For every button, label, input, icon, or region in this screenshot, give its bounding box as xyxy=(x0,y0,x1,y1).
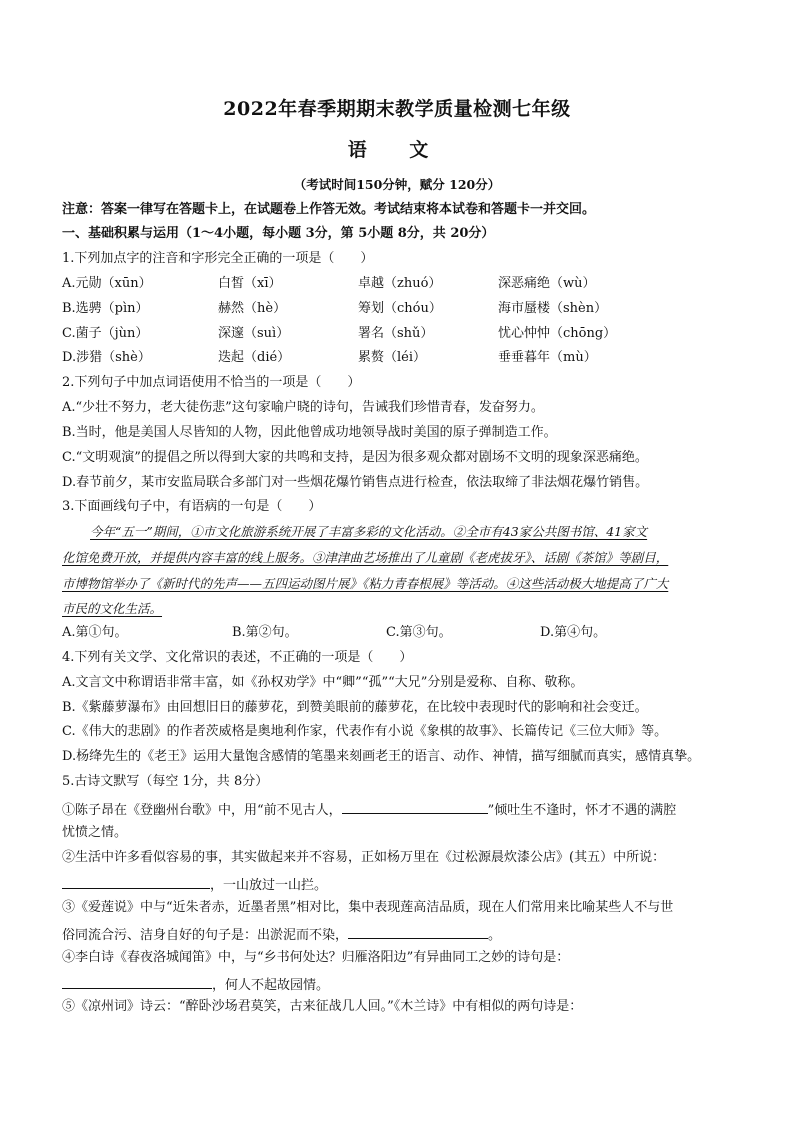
q3-passage-line-1: 今年“五一”期间，①市文化旅游系统开展了丰富多彩的文化活动。②全市有43家公共图书馆、41家文 xyxy=(90,524,648,539)
q5-item-1-text-b: ”倾吐生不逢时，怀才不遇的满腔 xyxy=(487,803,677,818)
q1-a-3: 卓越（zhuó） xyxy=(358,276,442,291)
q4-option-c: C.《伟大的悲剧》的作者茨威格是奥地利作家，代表作有小说《象棋的故事》、长篇传记《三位大师》等。 xyxy=(62,724,668,739)
q1-a-1: A.元勋（xūn） xyxy=(62,276,152,291)
q2-option-b: B.当时，他是美国人尽皆知的人物，因此他曾成功地领导战时美国的原子弹制造工作。 xyxy=(62,425,557,440)
q5-item-4: ④李白诗《春夜洛城闻笛》中，与“乡书何处达？归雁洛阳边”有异曲同工之妙的诗句是： xyxy=(62,950,570,965)
q5-item-2-cont xyxy=(62,874,327,895)
q2-option-c: C.“文明观演”的提倡之所以得到大家的共鸣和支持，是因为很多观众都对剧场不文明的现象深恶痛绝。 xyxy=(62,450,648,465)
q2-stem: 2.下列句子中加点词语使用不恰当的一项是（ ） xyxy=(62,375,361,390)
q5-item-3-cont xyxy=(62,924,501,945)
answer-blank[interactable] xyxy=(62,974,212,989)
q1-d-3: 累赘（léi） xyxy=(358,350,427,365)
notice: 注意：答案一律写在答题卡上，在试题卷上作答无效。考试结束将本试卷和答题卡一并交回。 xyxy=(62,202,596,217)
q5-item-1-cont: 忧愤之情。 xyxy=(62,825,128,840)
subject-title: 语 文 xyxy=(347,139,447,161)
q5-item-4-text-b: ，何人不起故园情。 xyxy=(212,978,330,993)
exam-info: （考试时间150分钟，赋分 120分） xyxy=(293,177,501,192)
q3-passage-line-2: 化馆免费开放，并提供内容丰富的线上服务。③津津曲艺场推出了儿童剧《老虎拔牙》、话剧《茶馆》等剧目， xyxy=(62,550,669,565)
q4-option-d: D.杨绛先生的《老王》运用大量饱含感情的笔墨来刻画老王的语言、动作、神情，描写细腻而真实，感情真挚。 xyxy=(62,749,701,764)
q1-stem: 1.下列加点字的注音和字形完全正确的一项是（ ） xyxy=(62,251,374,266)
q1-d-4: 垂垂暮年（mù） xyxy=(498,350,597,365)
q5-item-3-text-c: 。 xyxy=(488,928,502,943)
q3-stem: 3.下面画线句子中，有语病的一句是（ ） xyxy=(62,499,322,514)
q3-passage-line-4: 市民的文化生活。 xyxy=(62,601,163,616)
q1-b-3: 筹划（chóu） xyxy=(358,301,442,316)
q5-item-2: ②生活中许多看似容易的事，其实做起来并不容易，正如杨万里在《过松源晨炊漆公店》(其五）中所说： xyxy=(62,850,666,865)
q3-option-a: A.第①句。 xyxy=(62,625,128,640)
q1-b-1: B.选骋（pìn） xyxy=(62,301,149,316)
q1-c-4: 忧心忡忡（chōng） xyxy=(498,326,617,341)
q1-d-2: 迭起（dié） xyxy=(218,350,291,365)
q1-c-2: 深邃（suì） xyxy=(218,326,290,341)
q5-item-3-text-b: 俗同流合污、洁身自好的句子是：出淤泥而不染， xyxy=(62,928,349,943)
q4-option-a: A.文言文中称谓语非常丰富，如《孙权劝学》中“卿”“孤”“大兄”分别是爱称、自称、敬称。 xyxy=(62,675,584,690)
q4-stem: 4.下列有关文学、文化常识的表述，不正确的一项是（ ） xyxy=(62,650,413,665)
q5-item-1 xyxy=(62,799,676,820)
q3-option-b: B.第②句。 xyxy=(232,625,298,640)
answer-blank[interactable] xyxy=(348,924,488,939)
q5-item-5: ⑤《凉州词》诗云：“醉卧沙场君莫笑，古来征战几人回。”《木兰诗》中有相似的两句诗是： xyxy=(62,999,583,1014)
q1-c-1: C.菌子（jùn） xyxy=(62,326,149,341)
q2-option-a: A.“少壮不努力，老大徒伤悲”这句家喻户晓的诗句，告诫我们珍惜青春，发奋努力。 xyxy=(62,400,544,415)
q1-a-2: 白皙（xī） xyxy=(218,276,282,291)
q3-option-d: D.第④句。 xyxy=(540,625,607,640)
q5-stem: 5.古诗文默写（每空 1分，共 8分） xyxy=(62,774,269,789)
q5-item-4-cont xyxy=(62,974,329,995)
q1-b-4: 海市蜃楼（shèn） xyxy=(498,301,608,316)
q5-item-3: ③《爱莲说》中与“近朱者赤，近墨者黑”相对比，集中表现莲高洁品质，现在人们常用来比喻某些人不与世 xyxy=(62,900,674,915)
q3-passage-line-3: 市博物馆举办了《新时代的先声——五四运动图片展》《粘力青春根展》等活动。④这些活动极大地提高了广大 xyxy=(62,576,669,591)
page-title: 2022年春季期期末教学质量检测七年级 xyxy=(223,98,571,120)
q3-option-c: C.第③句。 xyxy=(386,625,452,640)
q5-item-1-text-a: ①陈子昂在《登幽州台歌》中，用“前不见古人， xyxy=(62,803,342,818)
q2-option-d: D.春节前夕，某市安监局联合多部门对一些烟花爆竹销售点进行检查，依法取缔了非法烟花爆竹销售。 xyxy=(62,475,649,490)
q1-c-3: 署名（shǔ） xyxy=(358,326,434,341)
answer-blank[interactable] xyxy=(62,874,210,889)
q1-a-4: 深恶痛绝（wù） xyxy=(498,276,596,291)
q5-item-2-text-b: ，一山放过一山拦。 xyxy=(210,878,328,893)
answer-blank[interactable] xyxy=(342,799,488,814)
section-heading: 一、基础积累与运用（1～4小题，每小题 3分，第 5小题 8分，共 20分） xyxy=(62,226,495,241)
q4-option-b: B.《紫藤萝瀑布》由回想旧日的藤萝花，到赞美眼前的藤萝花，在比较中表现时代的影响和社会变迁。 xyxy=(62,700,648,715)
q1-b-2: 赫然（hè） xyxy=(218,301,287,316)
q1-d-1: D.涉猎（shè） xyxy=(62,350,151,365)
